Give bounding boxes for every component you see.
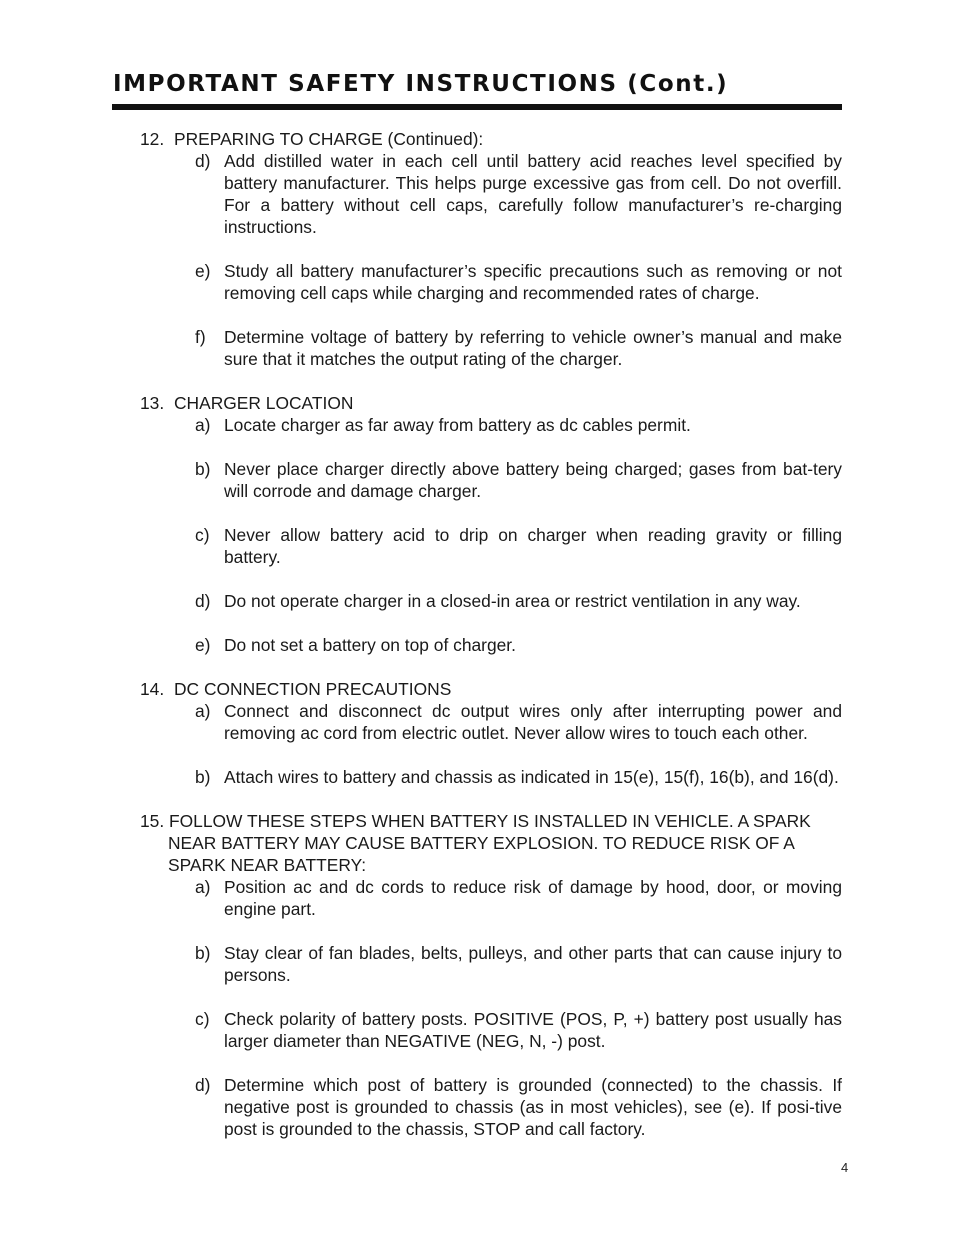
item-letter: c) xyxy=(195,525,210,545)
item-text: Stay clear of fan blades, belts, pulleys, and other parts that can cause injury to persons. xyxy=(224,943,842,985)
list-item xyxy=(195,1074,842,1140)
item-letter: a) xyxy=(195,701,211,721)
section-title: PREPARING TO CHARGE (Continued): xyxy=(174,129,484,149)
instructions-body xyxy=(140,128,842,1162)
list-item xyxy=(195,590,842,612)
item-text: Position ac and dc cords to reduce risk of damage by hood, door, or moving engine part. xyxy=(224,877,842,919)
section-number: 15. xyxy=(140,811,165,831)
section-heading xyxy=(140,392,842,414)
section-heading xyxy=(140,810,842,876)
section-number: 12. xyxy=(140,129,165,149)
item-letter: b) xyxy=(195,459,211,479)
list-item xyxy=(195,524,842,568)
section-title: CHARGER LOCATION xyxy=(174,393,354,413)
item-text: Attach wires to battery and chassis as indicated in 15(e), 15(f), 16(b), and 16(d). xyxy=(224,767,839,787)
page-title: IMPORTANT SAFETY INSTRUCTIONS (Cont.) xyxy=(113,71,729,97)
item-text: Never place charger directly above battery being charged; gases from bat-tery will corrode and damage charger. xyxy=(224,459,842,501)
item-text: Study all battery manufacturer’s specific precautions such as removing or not removing cell caps while charging and recommended rates of charge. xyxy=(224,261,842,303)
item-text: Do not set a battery on top of charger. xyxy=(224,635,516,655)
title-underline-rule xyxy=(112,104,842,110)
item-letter: a) xyxy=(195,877,211,897)
item-text: Never allow battery acid to drip on charger when reading gravity or filling battery. xyxy=(224,525,842,567)
list-item xyxy=(195,150,842,238)
item-letter: e) xyxy=(195,635,211,655)
item-text: Locate charger as far away from battery as dc cables permit. xyxy=(224,415,691,435)
item-letter: d) xyxy=(195,151,211,171)
item-letter: d) xyxy=(195,1075,211,1095)
section-title: DC CONNECTION PRECAUTIONS xyxy=(174,679,452,699)
list-item xyxy=(195,634,842,656)
item-text: Add distilled water in each cell until battery acid reaches level specified by battery manufacturer. This helps purge excessive gas from cell. Do not overfill. For a battery without cell caps, carefully follow manufacturer’s re-charging instructions. xyxy=(224,151,842,237)
section-number: 13. xyxy=(140,393,165,413)
section-12 xyxy=(140,128,842,370)
section-14 xyxy=(140,678,842,788)
item-letter: f) xyxy=(195,327,206,347)
item-letter: e) xyxy=(195,261,211,281)
item-letter: d) xyxy=(195,591,211,611)
item-text: Determine voltage of battery by referring to vehicle owner’s manual and make sure that it matches the output rating of the charger. xyxy=(224,327,842,369)
item-letter: a) xyxy=(195,415,211,435)
section-number: 14. xyxy=(140,679,165,699)
list-item xyxy=(195,458,842,502)
section-15 xyxy=(140,810,842,1140)
list-item xyxy=(195,326,842,370)
section-heading xyxy=(140,678,842,700)
item-text: Determine which post of battery is grounded (connected) to the chassis. If negative post is grounded to chassis (as in most vehicles), see (e). If posi-tive post is grounded to the chassis, STOP and call factory. xyxy=(224,1075,842,1139)
section-heading xyxy=(140,128,842,150)
page-number: 4 xyxy=(841,1160,849,1175)
list-item xyxy=(195,414,842,436)
section-13 xyxy=(140,392,842,656)
list-item xyxy=(195,942,842,986)
section-title: FOLLOW THESE STEPS WHEN BATTERY IS INSTALLED IN VEHICLE. A SPARK NEAR BATTERY MAY CAUSE BATTERY EXPLOSION. TO REDUCE RISK OF A SPARK NEAR BATTERY: xyxy=(168,811,811,875)
item-letter: b) xyxy=(195,943,211,963)
list-item xyxy=(195,1008,842,1052)
item-text: Connect and disconnect dc output wires only after interrupting power and removing ac cord from electric outlet. Never allow wires to touch each other. xyxy=(224,701,842,743)
list-item xyxy=(195,876,842,920)
item-text: Do not operate charger in a closed-in area or restrict ventilation in any way. xyxy=(224,591,801,611)
item-letter: c) xyxy=(195,1009,210,1029)
item-text: Check polarity of battery posts. POSITIVE (POS, P, +) battery post usually has larger diameter than NEGATIVE (NEG, N, -) post. xyxy=(224,1009,842,1051)
list-item xyxy=(195,766,842,788)
item-letter: b) xyxy=(195,767,211,787)
list-item xyxy=(195,260,842,304)
list-item xyxy=(195,700,842,744)
